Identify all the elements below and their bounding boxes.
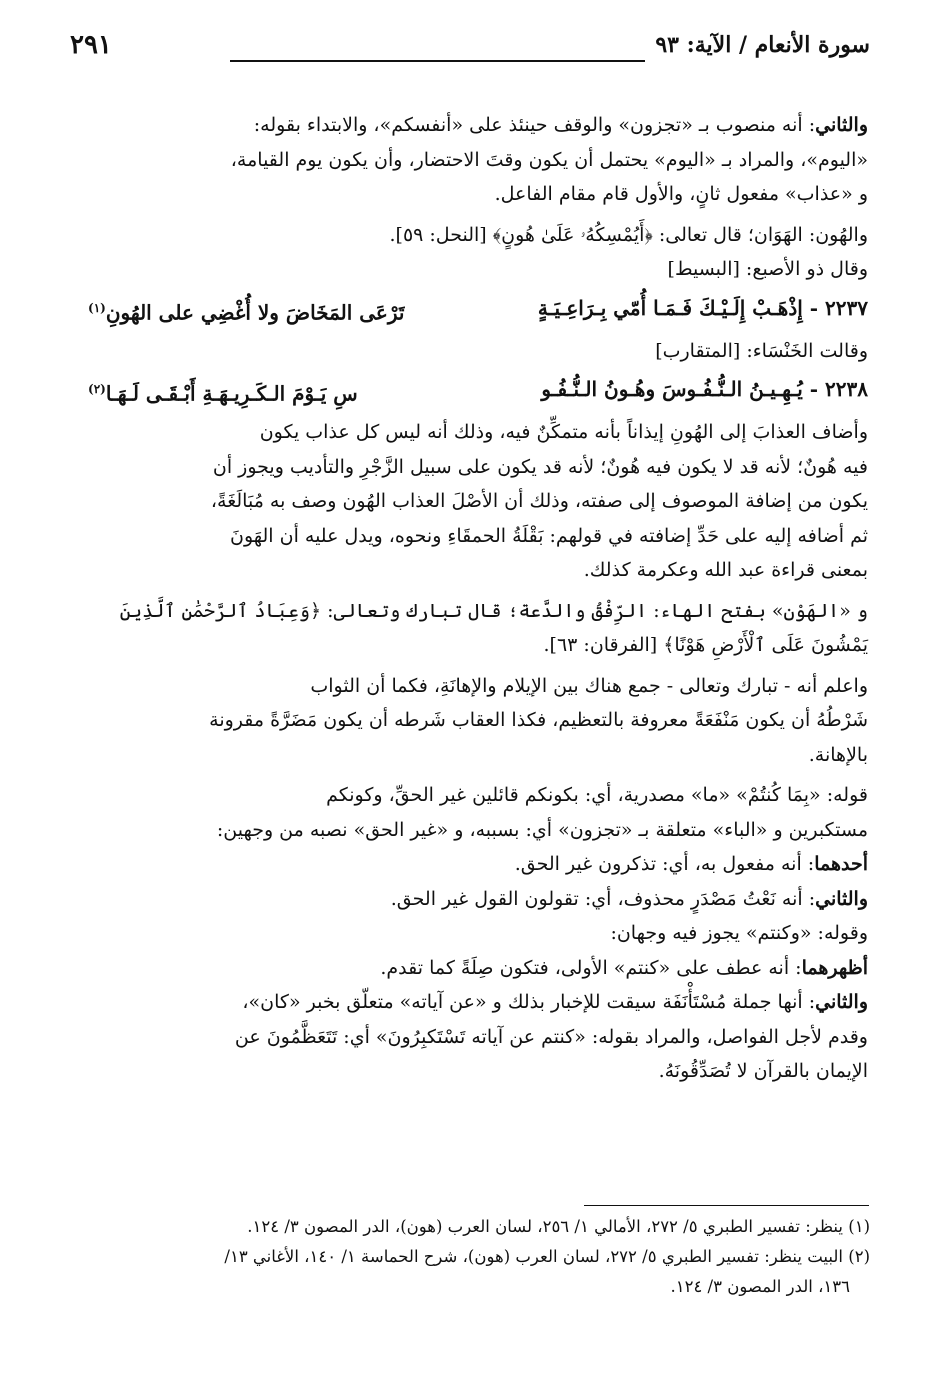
term-label: والثاني bbox=[815, 114, 868, 136]
footnote-separator bbox=[584, 1205, 869, 1206]
paragraph-clearer-aspect: أظهرهما: أنه عطف على «كنتم» الأولى، فتكون صِلَةً كما تقدم. bbox=[380, 956, 868, 979]
verse-hemistich-left: تَرْعَى المَخَاضَ ولا أُغْضِي على الهُونِ$^{(١)}$ bbox=[88, 300, 405, 325]
main-text bbox=[88, 108, 868, 1089]
footnote-2: (٢) البيت ينظر: تفسير الطبري ٥/ ٢٧٢، لسان العرب (هون)، شرح الحماسة ١/ ١٤٠، الأغاني ١٣/ ١٣٦، الدر المصون ٣/ ١٢٤. bbox=[224, 1247, 870, 1296]
footnote-ref: (١) bbox=[88, 300, 106, 315]
footnote-ref: (٢) bbox=[88, 382, 106, 397]
term-label: والثاني bbox=[815, 887, 868, 910]
verse-2237 bbox=[88, 291, 868, 330]
page-header bbox=[70, 30, 870, 80]
footnotes bbox=[70, 1212, 870, 1302]
paragraph-second-reading: والثاني: أنه منصوب بـ «تجزون» والوقف حينئذ على «أنفسكم»، والابتداء بقوله: «اليوم»، والمراد بـ «اليوم» يحتمل أن يكون وقتَ الاحتضار، وأن يكون يوم القيامة، و «عذاب» مفعول ثانٍ، والأول قام مقام الفاعل. bbox=[230, 114, 868, 205]
poet-attribution-1: وقال ذو الأصبع: [البسيط] bbox=[667, 258, 868, 280]
term-label: والثاني bbox=[815, 991, 868, 1014]
paragraph-idafa: وأضاف العذابَ إلى الهُونِ إيذاناً بأنه متمكِّنٌ فيه، وذلك أنه ليس كل عذاب يكون فيه هُونٌ؛ لأنه قد لا يكون فيه هُونٌ؛ لأنه قد يكون على سبيل الزَّجْرِ والتأديب ويجوز أن يكون من إضافة الموصوف إلى صفته، وذلك أن الأصْلَ العذاب الهُون وصف به مُبَالَغَةً، ثم أضافه إليه على حَدِّ إضافته في قولهم: بَقْلَةُ الحمقَاءِ ونحوه، ويدل عليه أن الهَونَ بمعنى قراءة عبد الله وعكرمة كذلك. bbox=[210, 421, 868, 582]
verse-hemistich-right: ٢٢٣٧ - إِذْهَـبْ إِلَـيْـكَ فَـمَـا أُمّي بِـرَاعِـيَـةٍ bbox=[537, 295, 868, 320]
paragraph-reward-punishment: واعلم أنه - تبارك وتعالى - جمع هناك بين الإيلام والإهانَةِ، فكما أن الثواب شَرْطُهُ أن يكون مَنْفَعَةً معروفة بالتعظيم، فكذا العقاب شَرطه أن يكون مَضَرَّةً مقرونة بالإهانة. bbox=[209, 674, 868, 766]
verse-2238 bbox=[88, 372, 868, 411]
verse-hemistich-right: ٢٢٣٨ - يُـهِـيـنُ الـنُّـفُـوسَ وهُـونُ الـنُّـفُـو bbox=[541, 377, 868, 402]
paragraph-wa-kuntum: وقوله: «وكنتم» يجوز فيه وجهان: bbox=[610, 922, 868, 945]
paragraph-hawn: و «الهَوْن» بفتح الهاء: الرِّفْقُ والدَّعة؛ قال تبارك وتعالى: ﴿وَعِبَادُ ٱلرَّحْمَٰنِ ٱلَّذِينَ يَمْشُونَ عَلَى ٱلْأَرْضِ هَوْنًا﴾ [الفرقان: ٦٣]. bbox=[119, 599, 868, 657]
paragraph-bima-kuntum: قوله: «بِمَا كُنتُمْ» «ما» مصدرية، أي: بكونكم قائلين غير الحقِّ، وكونكم مستكبرين و «الباء» متعلقة بـ «تجزون» أي: بسببه، و «غير الحق» نصبه من وجهين: bbox=[216, 784, 868, 841]
term-label: أحدهما bbox=[814, 853, 868, 876]
paragraph-hun-definition: والهُون: الهَوَان؛ قال تعالى: ﴿أَيُمْسِكُهُۥ عَلَىٰ هُونٍ﴾ [النحل: ٥٩]. bbox=[389, 223, 868, 246]
running-title: سورة الأنعام / الآية: ٩٣ bbox=[655, 32, 870, 58]
paragraph-second-aspect: والثاني: أنه نَعْتُ مَصْدَرٍ محذوف، أي: تقولون القول غير الحق. bbox=[390, 887, 868, 910]
page-number: ٢٩١ bbox=[70, 30, 112, 60]
term-label: أظهرهما bbox=[801, 956, 868, 979]
header-rule bbox=[230, 60, 645, 62]
verse-hemistich-left: سِ يَـوْمَ الـكَـرِيـهَـةِ أَبْـقَـى لَـهَـا$^{(٢)}$ bbox=[88, 381, 358, 406]
poet-attribution-2: وقالت الخَنْسَاء: [المتقارب] bbox=[655, 339, 868, 362]
footnote-1: (١) ينظر: تفسير الطبري ٥/ ٢٧٢، الأمالي ١/ ٢٥٦، لسان العرب (هون)، الدر المصون ٣/ ١٢٤. bbox=[247, 1217, 870, 1236]
paragraph-first-aspect: أحدهما: أنه مفعول به، أي: تذكرون غير الحق. bbox=[514, 853, 868, 876]
paragraph-second-clause: والثاني: أنها جملة مُسْتَأْنَفَة سيقت للإخبار بذلك و «عن آياته» متعلّق بخبر «كان»، وقدم لأجل الفواصل، والمراد بقوله: «كنتم عن آياته تَسْتَكبِرُونَ» أي: تَتَعَظَّمُونَ عن الإيمان بالقرآن لا تُصَدِّقُونَهُ. bbox=[234, 991, 868, 1083]
